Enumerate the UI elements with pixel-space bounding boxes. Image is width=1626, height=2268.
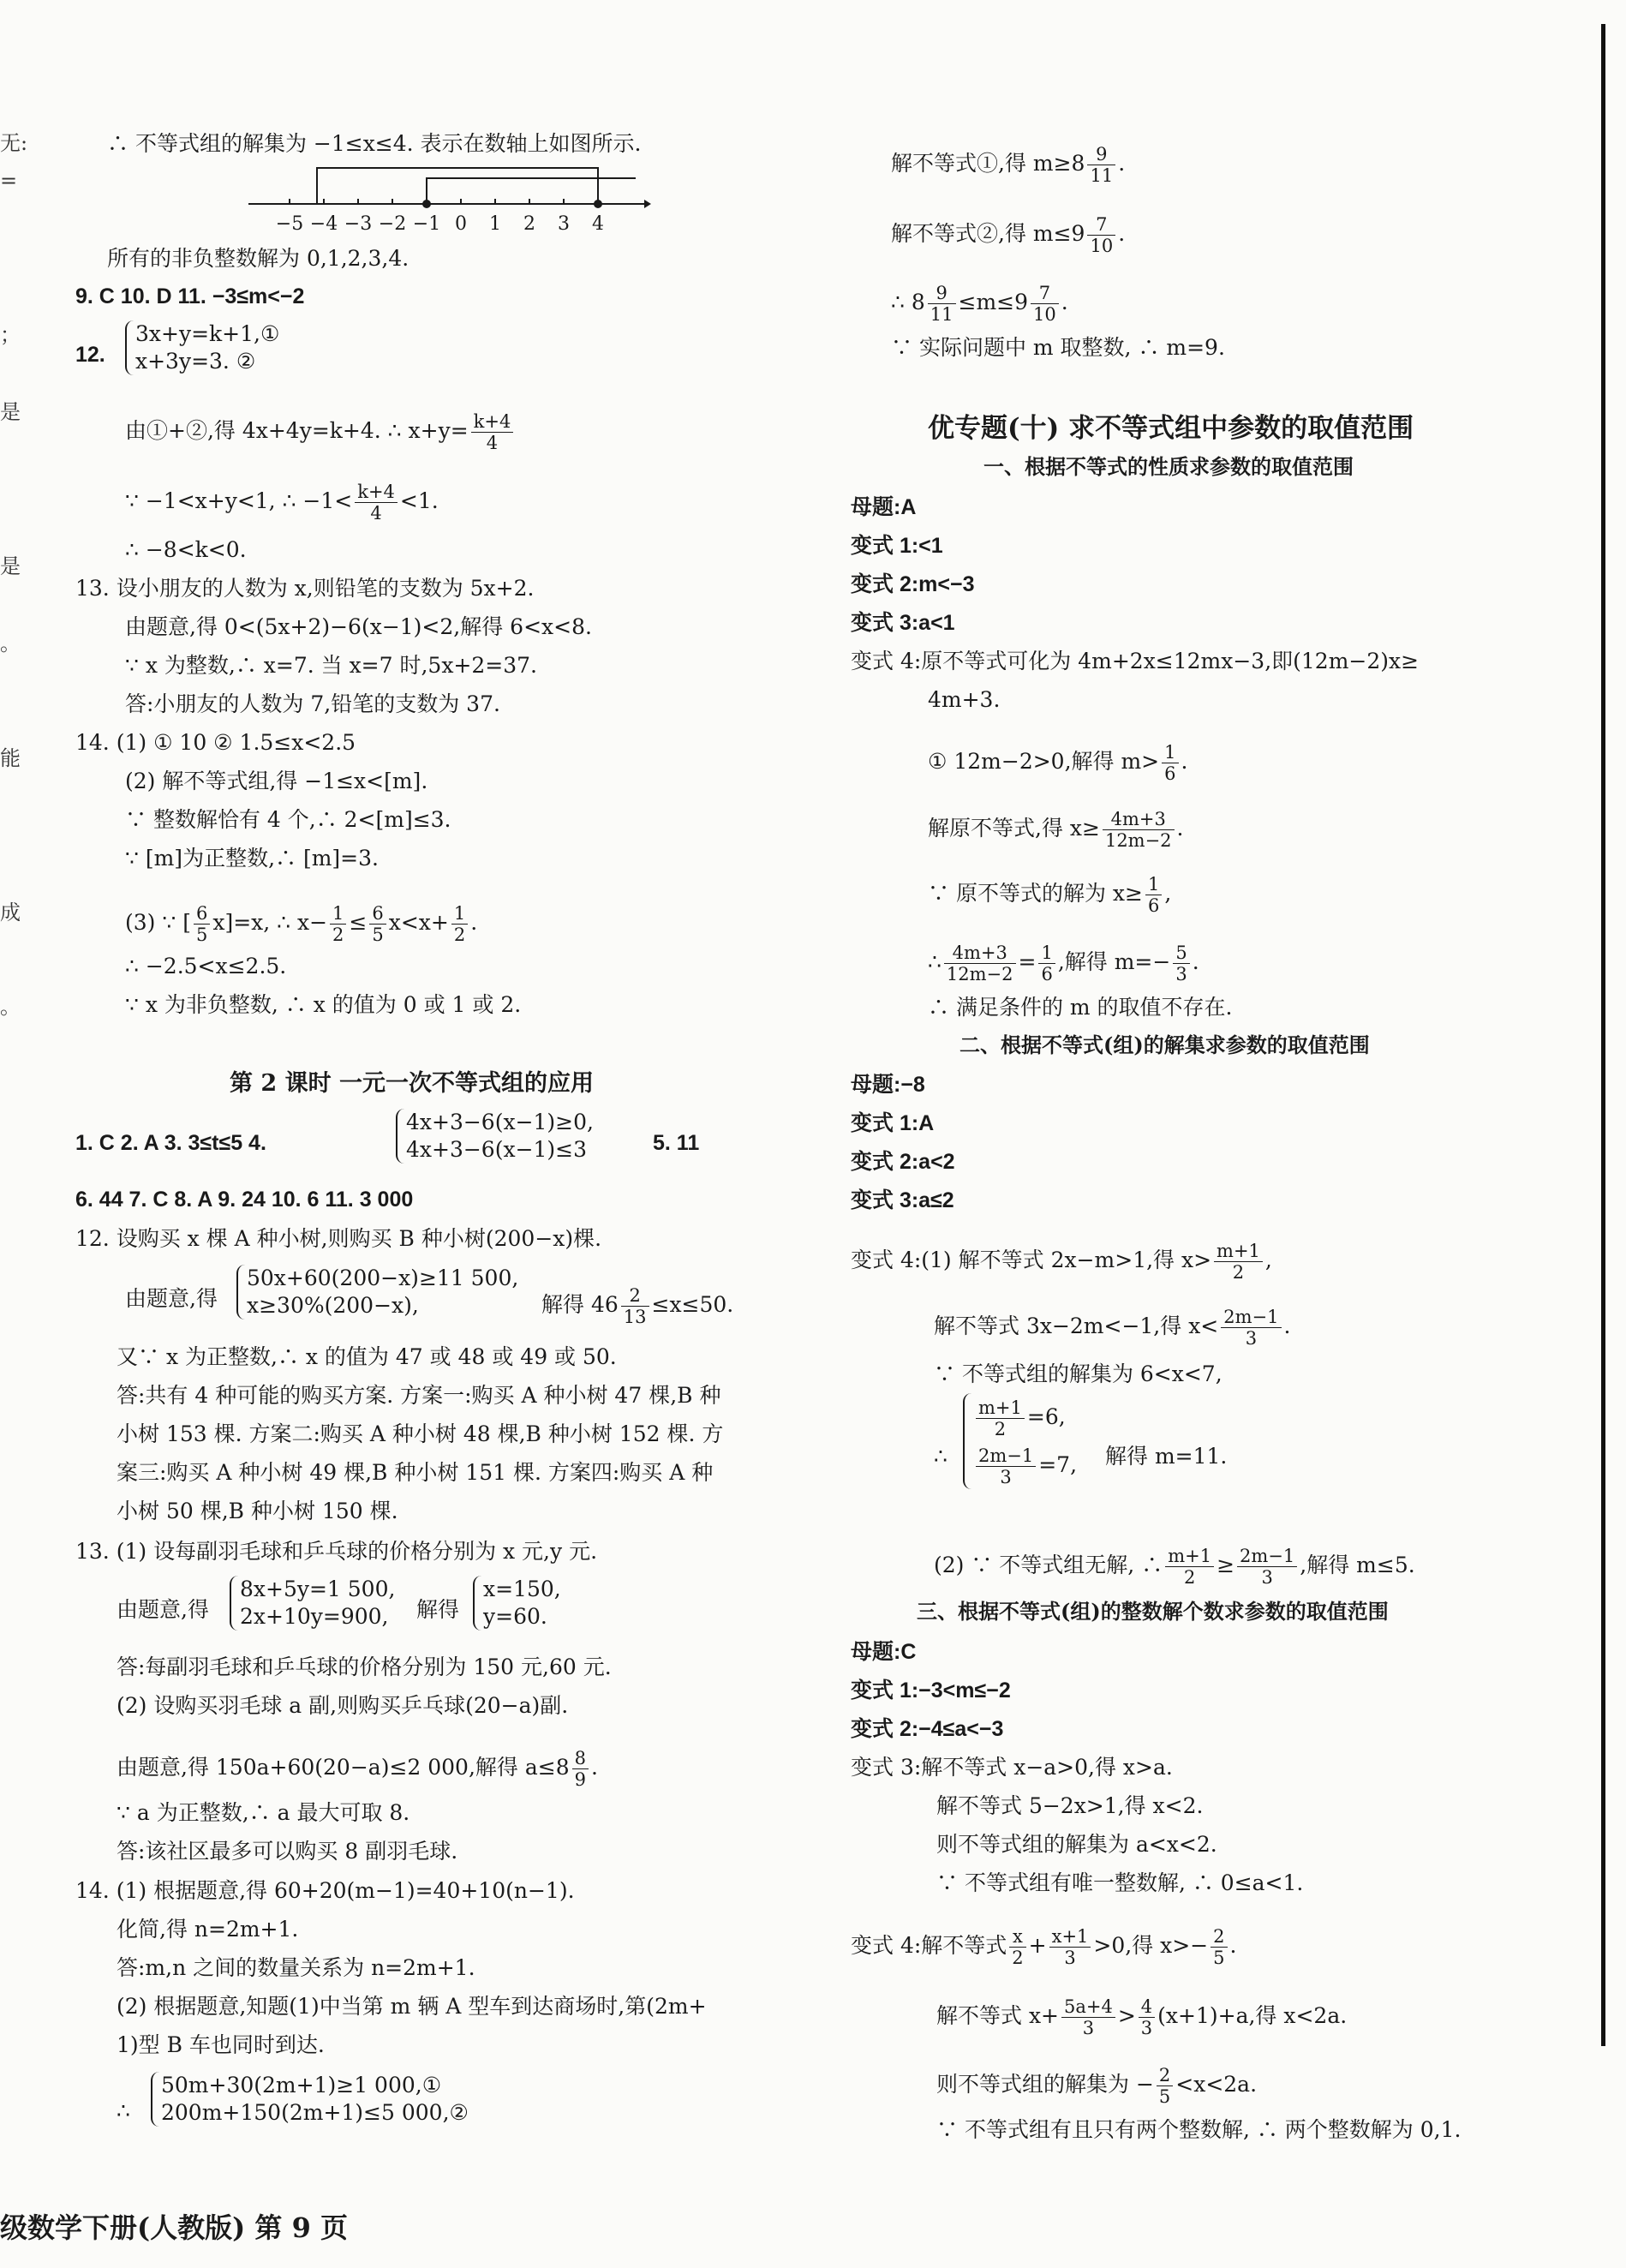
answer-line: 9. C 10. D 11. −3≤m<−2 <box>75 284 305 308</box>
text-line <box>125 411 516 453</box>
answer-line: 1. C 2. A 3. 3≤t≤5 4. <box>75 1131 266 1155</box>
equation: x+3y=3. ② <box>135 349 256 374</box>
tick-label: −1 <box>412 213 441 235</box>
tick-label: 2 <box>523 213 535 235</box>
text: <1. <box>399 488 439 513</box>
text: 由①+②,得 4x+4y=k+4. ∴ x+y= <box>125 418 469 443</box>
page-footer: 级数学下册(人教版) 第 9 页 <box>0 2211 348 2244</box>
text-line: ∵ 不等式组的解集为 6<x<7, <box>934 1361 1222 1386</box>
text-line: ∵ a 为正整数,∴ a 最大可取 8. <box>117 1800 410 1825</box>
text-line: 又∵ x 为正整数,∴ x 的值为 47 或 48 或 49 或 50. <box>117 1344 617 1369</box>
text-line: 化简,得 n=2m+1. <box>117 1917 299 1942</box>
text-line: ∵ x 为非负整数, ∴ x 的值为 0 或 1 或 2. <box>125 992 522 1017</box>
text: ∵ −1<x+y<1, ∴ −1< <box>125 488 353 513</box>
text-line: 由题意,得 150a+60(20−a)≤2 000,解得 a≤8 $\frac{8}{9}$ . <box>117 1748 598 1790</box>
text-line: 变式 1:<1 <box>851 534 943 558</box>
text-line: 变式 2:−4≤a<−3 <box>851 1717 1004 1741</box>
text-line: ∵ 实际问题中 m 取整数, ∴ m=9. <box>891 335 1225 360</box>
text-line: 解得 46 $\frac{2}{13}$ ≤x≤50. <box>541 1285 734 1327</box>
edge-char: 是 <box>0 400 21 424</box>
text-line: ∴ −8<k<0. <box>125 537 247 562</box>
text-line: 解不等式 5−2x>1,得 x<2. <box>936 1793 1204 1818</box>
tick-label: 0 <box>455 213 467 235</box>
text-line: ∵ x 为整数,∴ x=7. 当 x=7 时,5x+2=37. <box>125 653 537 678</box>
text-line: 13. (1) 设每副羽毛球和乒乓球的价格分别为 x 元,y 元. <box>75 1539 598 1564</box>
text-line: (3) ∵ [ $\frac{6}{5}$ x]=x, ∴ x− $\frac{1}{2}$ ≤ $\frac{6}{5}$ x<x+ $\frac{1}{2}$ . <box>125 903 478 945</box>
text-line: 母题:A <box>851 495 917 519</box>
tick-label: 1 <box>489 213 501 235</box>
edge-char: ； <box>0 323 21 347</box>
answer-line: 6. 44 7. C 8. A 9. 24 10. 6 11. 3 000 <box>75 1188 414 1212</box>
text-line: ∵ 不等式组有唯一整数解, ∴ 0≤a<1. <box>936 1870 1304 1895</box>
lesson-title: 第 2 课时 一元一次不等式组的应用 <box>230 1070 594 1097</box>
text-line: 小树 50 棵,B 种小树 150 棵. <box>117 1499 398 1523</box>
text-line: ∵ [m]为正整数,∴ [m]=3. <box>125 846 379 871</box>
text-line: 答:该社区最多可以购买 8 副羽毛球. <box>117 1839 458 1864</box>
tick-label: 4 <box>592 213 604 235</box>
edge-char: 无: <box>0 131 28 155</box>
edge-char: = <box>0 169 18 193</box>
text-line: 小树 153 棵. 方案二:购买 A 种小树 48 棵,B 种小树 152 棵. 方 <box>117 1421 724 1446</box>
text-line: ∵ 整数解恰有 4 个,∴ 2<[m]≤3. <box>125 807 451 832</box>
text-line: (2) 解不等式组,得 −1≤x<[m]. <box>125 769 428 793</box>
text-line: ∴ <box>934 1444 948 1469</box>
text-line: 变式 3:解不等式 x−a>0,得 x>a. <box>851 1755 1173 1780</box>
equation-system: 50m+30(2m+1)≥1 000,① 200m+150(2m+1)≤5 000,② <box>151 2072 469 2127</box>
text-line: 答:小朋友的人数为 7,铅笔的支数为 37. <box>125 691 500 716</box>
equation-system: 50x+60(200−x)≥11 500, x≥30%(200−x), <box>236 1265 518 1320</box>
text-line: (2) 设购买羽毛球 a 副,则购买乒乓球(20−a)副. <box>117 1693 569 1718</box>
tick-label: −2 <box>378 213 407 235</box>
text-line: 14. (1) ① 10 ② 1.5≤x<2.5 <box>75 730 356 755</box>
equation-system: 4x+3−6(x−1)≥0, 4x+3−6(x−1)≤3 <box>396 1109 594 1164</box>
edge-char: 成 <box>0 901 21 925</box>
text-line: 1)型 B 车也同时到达. <box>117 2032 325 2057</box>
fraction: $\frac{k+4}{4}$ <box>355 482 398 524</box>
text-line: 解得 <box>416 1597 460 1622</box>
fraction: $\frac{k+4}{4}$ <box>471 411 514 453</box>
equation-system: 8x+5y=1 500, 2x+10y=900, <box>230 1576 395 1631</box>
text-line: 解得 m=11. <box>1105 1444 1228 1469</box>
text-line: 案三:购买 A 种小树 49 棵,B 种小树 151 棵. 方案四:购买 A 种 <box>117 1460 714 1485</box>
tick-label: 3 <box>558 213 570 235</box>
text-line: 则不等式组的解集为 a<x<2. <box>936 1832 1217 1857</box>
text-line: 则不等式组的解集为 − $\frac{2}{5}$ <x<2a. <box>936 2065 1258 2107</box>
number-line <box>248 163 651 240</box>
equation-system: $\frac{m+1}{2}$ =6, $\frac{2m-1}{3}$ =7, <box>963 1393 1077 1489</box>
page-right-rule <box>1601 24 1605 2046</box>
text-line: 由题意,得 <box>125 1286 218 1311</box>
text-line: 4m+3. <box>928 687 1001 712</box>
text-line: 解不等式 3x−2m<−1,得 x< $\frac{2m-1}{3}$ . <box>934 1307 1291 1349</box>
text-line: 母题:C <box>851 1640 917 1664</box>
text-line: 变式 3:a<1 <box>851 611 955 635</box>
tick-label: −4 <box>309 213 338 235</box>
text-line: 变式 4:解不等式 $\frac{x}{2}$ + $\frac{x+1}{3}$ >0,得 x>− $\frac{2}{5}$ . <box>851 1926 1237 1968</box>
text-line: ∴ <box>117 2098 130 2123</box>
text-line: ∴ 8 $\frac{9}{11}$ ≤m≤9 $\frac{7}{10}$ . <box>891 283 1068 325</box>
text-line: ① 12m−2>0,解得 m> $\frac{1}{6}$ . <box>928 742 1188 784</box>
text-line: 变式 2:a<2 <box>851 1150 955 1174</box>
equation-system <box>125 320 279 375</box>
edge-char: 能 <box>0 746 21 770</box>
text-line: 变式 3:a≤2 <box>851 1188 954 1212</box>
text-line: 母题:−8 <box>851 1073 925 1097</box>
edge-char: 是 <box>0 554 21 578</box>
text-line: 所有的非负整数解为 0,1,2,3,4. <box>107 246 409 271</box>
edge-char: 。 <box>0 995 21 1019</box>
text-line: (2) ∵ 不等式组无解, ∴ $\frac{m+1}{2}$ ≥ $\frac{2m-1}{3}$ ,解得 m≤5. <box>934 1546 1415 1588</box>
edge-char: 。 <box>0 631 21 655</box>
text-line: ∴ −2.5<x≤2.5. <box>125 954 287 978</box>
text-line: ∴ 不等式组的解集为 −1≤x≤4. 表示在数轴上如图所示. <box>107 131 642 156</box>
tick-label: −5 <box>275 213 304 235</box>
text-line: 解原不等式,得 x≥ $\frac{4m+3}{12m-2}$ . <box>928 809 1184 851</box>
subsection-title: 一、根据不等式的性质求参数的取值范围 <box>983 454 1354 479</box>
text-line: 变式 1:−3<m≤−2 <box>851 1679 1011 1702</box>
text-line: 答:共有 4 种可能的购买方案. 方案一:购买 A 种小树 47 棵,B 种 <box>117 1383 721 1408</box>
tick-label: −3 <box>344 213 373 235</box>
equation: 3x+y=k+1,① <box>135 321 280 346</box>
text-line: 变式 4:原不等式可化为 4m+2x≤12mx−3,即(12m−2)x≥ <box>851 649 1420 673</box>
subsection-title: 二、根据不等式(组)的解集求参数的取值范围 <box>959 1032 1370 1057</box>
text-line: 13. 设小朋友的人数为 x,则铅笔的支数为 5x+2. <box>75 576 535 601</box>
question-number: 12. <box>75 343 105 367</box>
text-line: 变式 4:(1) 解不等式 2x−m>1,得 x> $\frac{m+1}{2}$ , <box>851 1241 1272 1283</box>
text-line: 14. (1) 根据题意,得 60+20(m−1)=40+10(n−1). <box>75 1878 575 1903</box>
text-line: 12. 设购买 x 棵 A 种小树,则购买 B 种小树(200−x)棵. <box>75 1226 602 1251</box>
text-line: 答:每副羽毛球和乒乓球的价格分别为 150 元,60 元. <box>117 1655 612 1679</box>
text-line: 变式 2:m<−3 <box>851 572 975 596</box>
text-line: ∴ 满足条件的 m 的取值不存在. <box>928 995 1233 1020</box>
equation-system: x=150, y=60. <box>473 1576 561 1631</box>
text-line: ∵ 不等式组有且只有两个整数解, ∴ 两个整数解为 0,1. <box>936 2117 1462 2142</box>
text-line <box>125 482 439 524</box>
answer-line: 5. 11 <box>653 1131 700 1155</box>
text-line: 解不等式 x+ $\frac{5a+4}{3}$ > $\frac{4}{3}$ (x+1)+a,得 x<2a. <box>936 1996 1348 2038</box>
text-line: 解不等式②,得 m≤9 $\frac{7}{10}$ . <box>891 214 1126 256</box>
subsection-title: 三、根据不等式(组)的整数解个数求参数的取值范围 <box>917 1599 1389 1624</box>
text-line: ∵ 原不等式的解为 x≥ $\frac{1}{6}$ , <box>928 874 1172 916</box>
text-line: 由题意,得 <box>117 1597 209 1622</box>
text-line: ∴ $\frac{4m+3}{12m-2}$ = $\frac{1}{6}$ ,解得 m=− $\frac{5}{3}$ . <box>928 943 1199 984</box>
text-line: 答:m,n 之间的数量关系为 n=2m+1. <box>117 1955 475 1980</box>
text-line: 解不等式①,得 m≥8 $\frac{9}{11}$ . <box>891 144 1126 186</box>
text-line: (2) 根据题意,知题(1)中当第 m 辆 A 型车到达商场时,第(2m+ <box>117 1994 707 2019</box>
section-title: 优专题(十) 求不等式组中参数的取值范围 <box>928 413 1414 444</box>
text-line: 变式 1:A <box>851 1111 935 1135</box>
text-line: 由题意,得 0<(5x+2)−6(x−1)<2,解得 6<x<8. <box>125 614 592 639</box>
